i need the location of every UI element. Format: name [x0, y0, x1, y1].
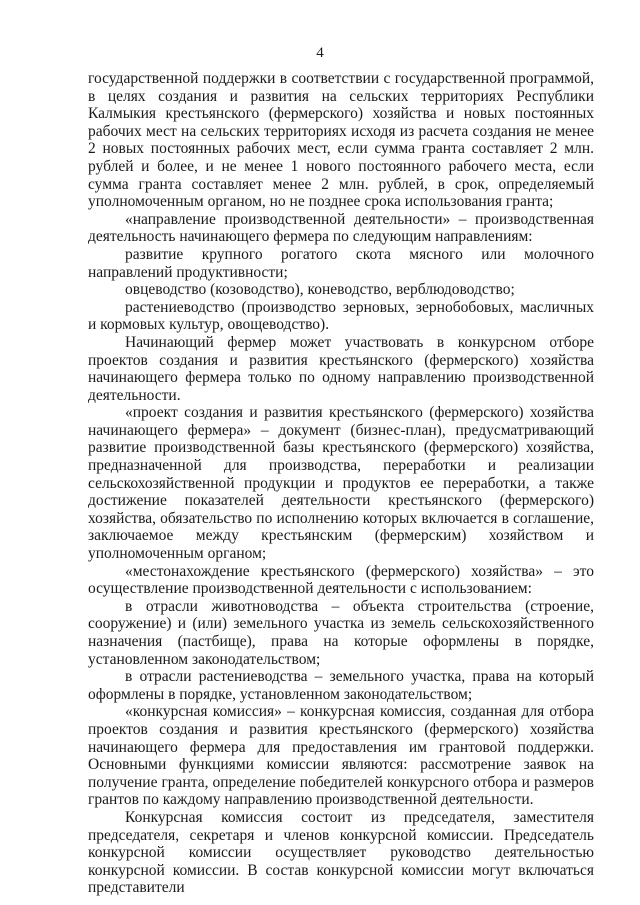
paragraph-livestock: в отрасли животноводства – объекта строительства (строение, сооружение) и (или) земельного участка из земель сельскохозяйственного назначения (пастбище), права на которые оформлены в порядке, установленном законодательством; [88, 597, 594, 668]
paragraph-crop-land: в отрасли растениеводства – земельного участка, права на который оформлены в порядке, установленном законодательством; [88, 668, 594, 703]
paragraph-definition-location: «местонахождение крестьянского (фермерского) хозяйства» – это осуществление производственной деятельности с использованием: [88, 562, 594, 598]
paragraph-continuation: государственной поддержки в соответствии с государственной программой, в целях создания и развития на сельских территориях Республики Калмыкия крестьянского (фермерского) хозяйства и новых постоянных рабочих мест на сельских территориях исходя из расчета создания не менее 2 новых постоянных рабочих мест, если сумма гранта составляет 2 млн. рублей и более, и не менее 1 нового постоянного рабочего места, если сумма гранта составляет менее 2 млн. рублей, в срок, определяемый уполномоченным органом, но не позднее срока использования гранта; [88, 70, 594, 211]
paragraph-crops: растениеводство (производство зерновых, зернобобовых, масличных и кормовых культур, овощеводство). [88, 298, 594, 334]
paragraph-definition-direction: «направление производственной деятельности» – производственная деятельность начинающего фермера по следующим направлениям: [88, 210, 594, 246]
paragraph-cattle: развитие крупного рогатого скота мясного или молочного направлений продуктивности; [88, 245, 594, 281]
paragraph-definition-commission: «конкурсная комиссия» – конкурсная комиссия, созданная для отбора проектов создания и развития крестьянского (фермерского) хозяйства начинающего фермера для предоставления им грантовой поддержки. Основными функциями комиссии являются: рассмотрение заявок на получение гранта, определение победителей конкурсного отбора и размеров грантов по каждому направлению производственной деятельности. [88, 703, 594, 809]
paragraph-definition-project: «проект создания и развития крестьянского (фермерского) хозяйства начинающего фермера» – документ (бизнес-план), предусматривающий развитие производственной базы крестьянского (фермерского) хозяйства, предназначенной для производства, переработки и реализации сельскохозяйственной продукции и продуктов ее переработки, а также достижение показателей деятельности крестьянского (фермерского) хозяйства, обязательство по исполнению которых включается в соглашение, заключаемое между крестьянским (фермерским) хозяйством и уполномоченным органом; [88, 404, 594, 563]
document-body [88, 70, 594, 897]
paragraph-one-direction: Начинающий фермер может участвовать в конкурсном отборе проектов создания и развития крестьянского (фермерского) хозяйства начинающего фермера только по одному направлению производственной деятельности. [88, 333, 594, 404]
paragraph-commission-composition: Конкурсная комиссия состоит из председателя, заместителя председателя, секретаря и членов конкурсной комиссии. Председатель конкурсной комиссии осуществляет руководство деятельностью конкурсной комиссии. В состав конкурсной комиссии могут включаться представители [88, 808, 594, 897]
page-number: 4 [316, 45, 324, 61]
paragraph-sheep: овцеводство (козоводство), коневодство, верблюдоводство; [125, 281, 515, 299]
